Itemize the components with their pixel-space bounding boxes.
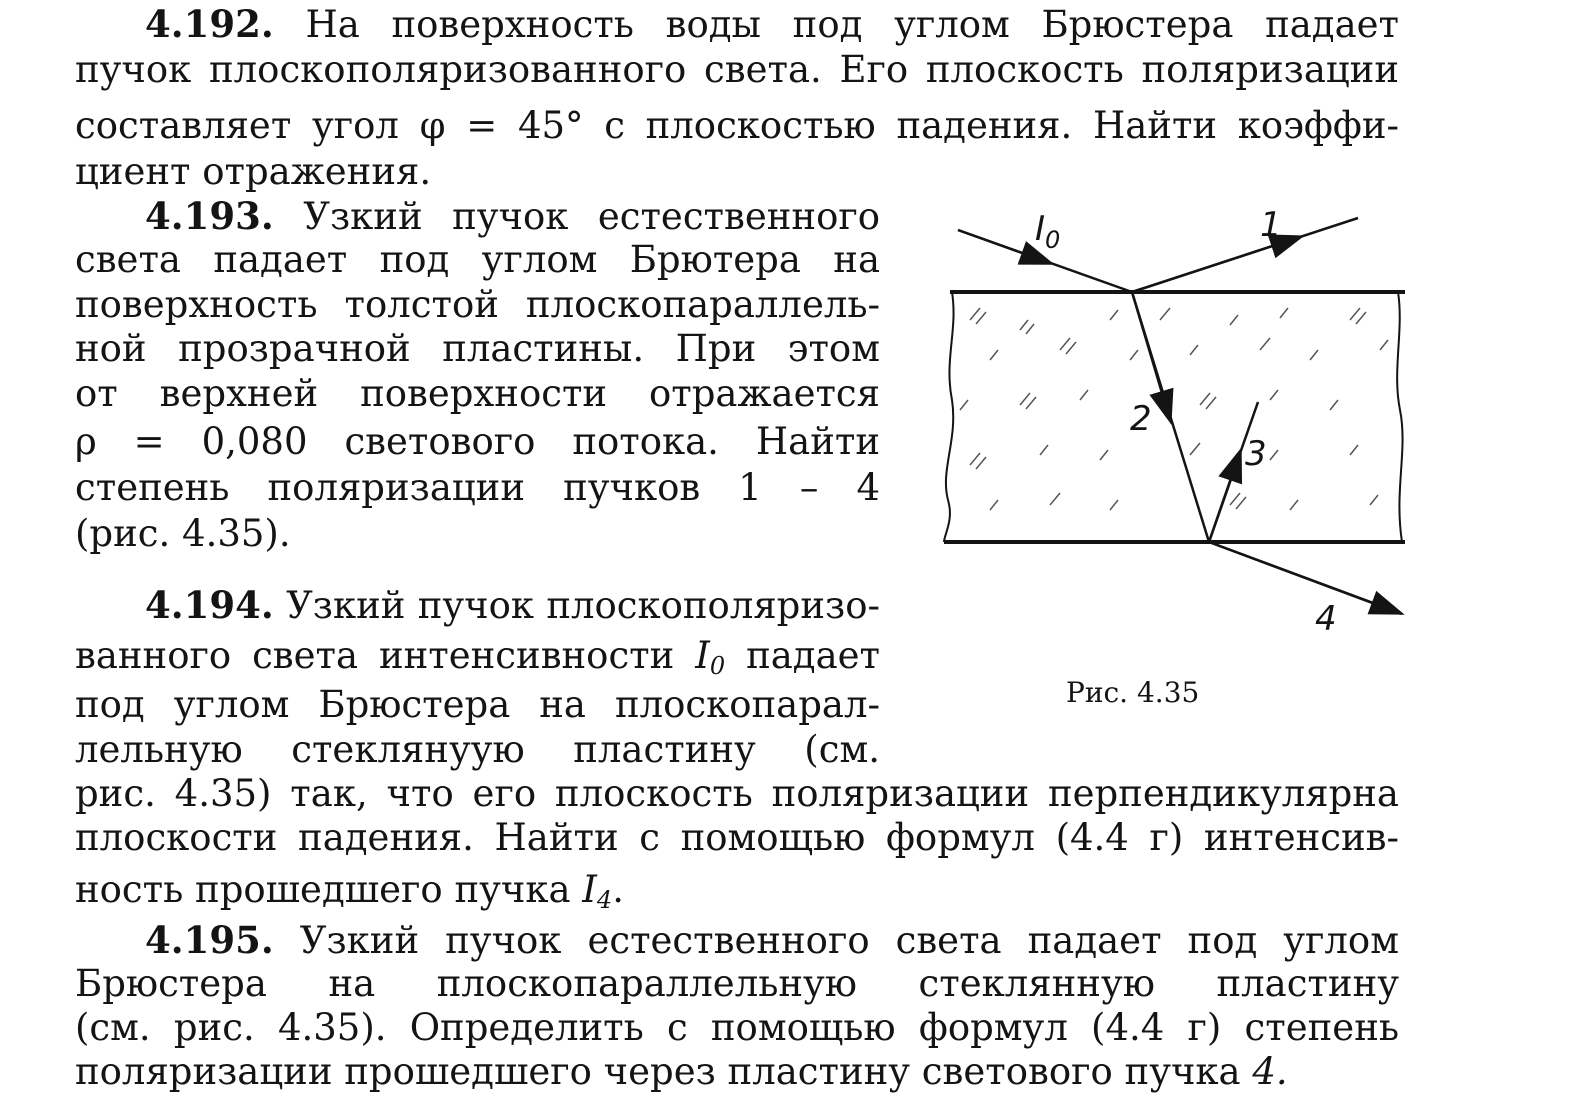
- problem-number-4-195: 4.195.: [145, 918, 274, 962]
- intensity-symbol-i0: $I_0$: [695, 634, 726, 680]
- light-rays: [958, 218, 1402, 614]
- label-i0: $I_0$: [1035, 209, 1061, 254]
- intensity-symbol-i4: $I_4$: [582, 868, 613, 914]
- p194-line-4: лельную стеклянуую пластину (см.: [75, 728, 880, 771]
- p194-text-7: ность прошедшего пучка: [75, 868, 571, 911]
- figure-caption: Рис. 4.35: [1066, 676, 1200, 709]
- p194-line-2: [75, 634, 880, 678]
- p193-line-6: ρ = 0,080 светового потока. Найти: [75, 420, 880, 463]
- p193-text-1: Узкий пучок естественного: [303, 195, 881, 238]
- p195-line-4: [75, 1050, 1399, 1094]
- internal-arrow-3: [1209, 452, 1240, 542]
- plate-left-break: [944, 292, 954, 542]
- p195-text-1: Узкий пучок естественного света падает под углом: [299, 919, 1399, 962]
- reflected-arrow-1: [1132, 237, 1300, 292]
- p193-line-7: степень поляризации пучков 1 – 4: [75, 466, 880, 509]
- p194-line-6: плоскости падения. Найти с помощью формул (4.4 г) интенсив-: [75, 816, 1399, 859]
- plate-right-break: [1397, 292, 1402, 542]
- p194-text-1: Узкий пучок плоскополяризо-: [286, 584, 880, 627]
- label-beam-2: 2: [1130, 399, 1152, 439]
- label-beam-4: 4: [1315, 599, 1337, 639]
- p194-line-3: под углом Брюстера на плоскопарал-: [75, 683, 880, 726]
- p195-line-3: (см. рис. 4.35). Определить с помощью формул (4.4 г) степень: [75, 1006, 1399, 1049]
- p193-line-2: света падает под углом Брютера на: [75, 238, 880, 281]
- transmitted-arrow-4: [1209, 542, 1400, 613]
- p193-line-3: поверхность толстой плоскопараллель-: [75, 283, 880, 326]
- problem-number-4-192: 4.192.: [145, 2, 274, 46]
- p195-line-2: Брюстера на плоскопараллельную стеклянную пластину: [75, 962, 1399, 1005]
- p192-text-1: На поверхность воды под углом Брюстера падает: [305, 3, 1400, 46]
- p193-line-4: ной прозрачной пластины. При этом: [75, 327, 880, 370]
- figure-4-35: [930, 200, 1430, 650]
- p194-text-2b: падает: [746, 634, 880, 677]
- problem-number-4-193: 4.193.: [145, 194, 274, 238]
- glass-plate: [944, 292, 1405, 542]
- p192-line-2: пучок плоскополяризованного света. Его плоскость поляризации: [75, 48, 1399, 91]
- p194-text-2a: ванного света интенсивности: [75, 634, 675, 677]
- problem-number-4-194: 4.194.: [145, 583, 274, 627]
- label-beam-3: 3: [1245, 434, 1267, 474]
- p192-line-3: составляет угол φ = 45° с плоскостью падения. Найти коэффи-: [75, 104, 1399, 147]
- p192-line-4: циент отражения.: [75, 150, 432, 193]
- p193-line-5: от верхней поверхности отражается: [75, 372, 880, 415]
- glass-hatching: [960, 308, 1388, 510]
- beam-4-ref: 4.: [1252, 1050, 1288, 1093]
- p195-text-4: поляризации прошедшего через пластину светового пучка: [75, 1050, 1241, 1093]
- label-beam-1: 1: [1260, 205, 1282, 245]
- p193-line-1: [145, 194, 880, 239]
- p194-line-7: ность прошедшего пучка $I_4$.: [75, 868, 624, 914]
- p194-line-5: рис. 4.35) так, что его плоскость поляризации перпендикулярна: [75, 772, 1399, 815]
- p194-line-1: [145, 583, 880, 628]
- p195-line-1: [145, 918, 1399, 963]
- p192-line-1: [145, 2, 1399, 47]
- p193-line-8: (рис. 4.35).: [75, 512, 291, 555]
